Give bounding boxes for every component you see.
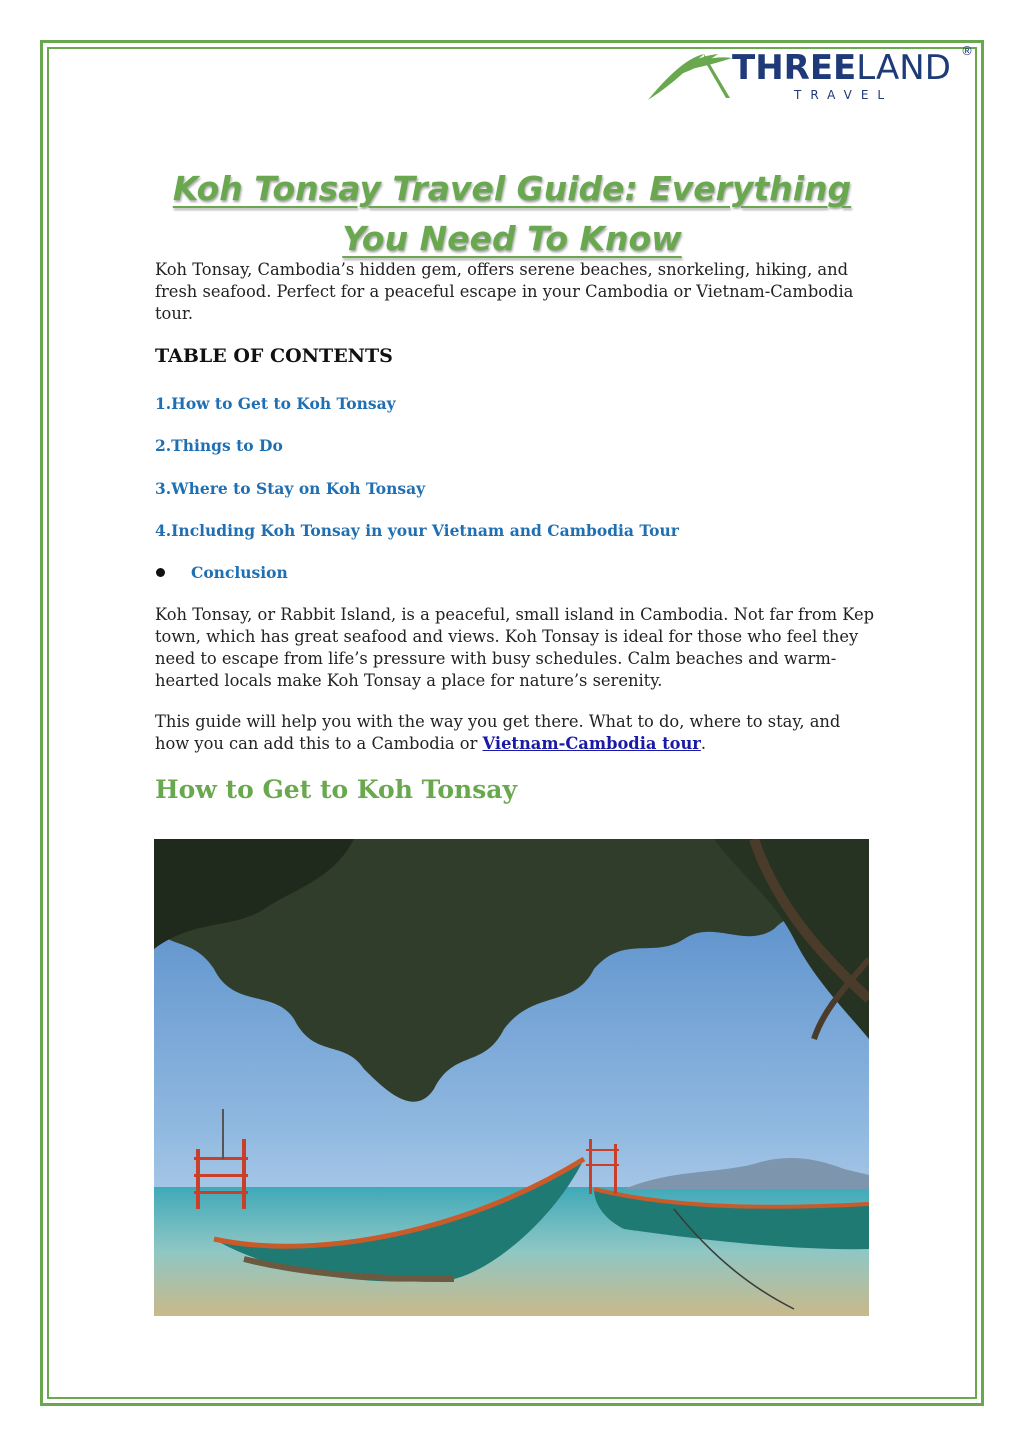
section-heading: How to Get to Koh Tonsay bbox=[155, 775, 517, 804]
page-title: Koh Tonsay Travel Guide: Everything You Need To Know bbox=[172, 169, 852, 258]
body-paragraph-2 bbox=[155, 711, 875, 755]
body-paragraph-1: Koh Tonsay, or Rabbit Island, is a peaceful, small island in Cambodia. Not far from Kep town, which has great seafood and views. Koh Tonsay is ideal for those who feel they need to escape from life’s pressure with busy schedules. Calm beaches and warm-hearted locals make Koh Tonsay a place for nature’s serenity. bbox=[155, 605, 875, 690]
logo-wordmark: THREELAND bbox=[732, 48, 951, 88]
body-paragraph-2-text: This guide will help you with the way you get there. What to do, where to stay, and how you can add this to a Cambodia or bbox=[155, 712, 841, 753]
intro-paragraph: Koh Tonsay, Cambodia’s hidden gem, offers serene beaches, snorkeling, hiking, and fresh seafood. Perfect for a peaceful escape in your Cambodia or Vietnam-Cambodia tour. bbox=[155, 260, 854, 323]
body-paragraph-2-end: . bbox=[700, 734, 707, 753]
boats-beach-photo bbox=[154, 839, 869, 1316]
registered-mark: ® bbox=[961, 44, 973, 58]
logo-tagline: TRAVEL bbox=[794, 88, 894, 102]
toc-item-conclusion[interactable]: Conclusion bbox=[191, 563, 288, 582]
toc-item-how-to-get[interactable]: 1.How to Get to Koh Tonsay bbox=[155, 394, 396, 413]
mountain-logo-icon bbox=[646, 48, 734, 104]
toc-item-things-to-do[interactable]: 2.Things to Do bbox=[155, 436, 283, 455]
vietnam-cambodia-tour-link[interactable]: Vietnam-Cambodia tour bbox=[482, 734, 701, 753]
bullet-icon bbox=[156, 568, 165, 577]
photo-illustration bbox=[154, 839, 869, 1316]
toc-heading: TABLE OF CONTENTS bbox=[155, 345, 393, 367]
threeland-logo[interactable] bbox=[646, 44, 976, 104]
toc-item-where-to-stay[interactable]: 3.Where to Stay on Koh Tonsay bbox=[155, 479, 426, 498]
toc-item-including-tour[interactable]: 4.Including Koh Tonsay in your Vietnam and Cambodia Tour bbox=[155, 521, 679, 540]
